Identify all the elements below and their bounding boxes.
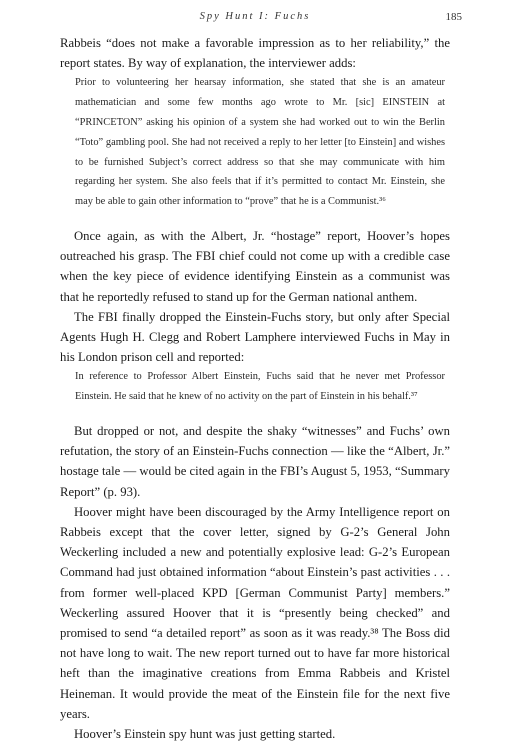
page-header <box>0 11 510 29</box>
running-head: Spy Hunt I: Fuchs <box>199 11 311 22</box>
paragraph-3: The FBI finally dropped the Einstein-Fuchs story, but only after Special Agents Hugh H. Clegg and Robert Lamphere interviewed Fuchs in May in his London prison cell and reported: <box>60 309 450 365</box>
paragraph-2: Once again, as with the Albert, Jr. “hostage” report, Hoover’s hopes outreached his grasp. The FBI chief could not come up with a credible case when the key piece of evidence identifying Einstein as a communist was that he reportedly refused to stand up for the German national anthem. <box>60 228 450 304</box>
block-quote-1: Prior to volunteering her hearsay information, she stated that she is an amateur mathematician and some few months ago wrote to Mr. [sic] EINSTEIN at “PRINCETON” asking his opinion of a system she had worked out to win the Berlin “Toto” gambling pool. She had not received a reply to her letter [to Einstein] and wishes to be furnished Subject’s correct address so that she may communicate with him regarding her system. She also feels that if it’s permitted to contact Mr. Einstein, she may be able to gain other information to “prove” that he is a Communist.³⁶ <box>75 77 445 208</box>
paragraph-6: Hoover’s Einstein spy hunt was just getting started. <box>74 727 336 742</box>
paragraph-4: But dropped or not, and despite the shaky “witnesses” and Fuchs’ own refutation, the story of an Einstein-Fuchs connection — like the “Albert, Jr.” hostage tale — would be cited again in the FBI’s August 5, 1953, “Summary Report” (p. 93). <box>60 424 450 499</box>
paragraph-5: Hoover might have been discouraged by the Army Intelligence report on Rabbeis except that the cover letter, signed by G-2’s General John Weckerling included a new and potentially explosive lead: G-2’s European Command had just obtained information “about Einstein’s past activities . . . from former well-placed KPD [German Communist Party] members.” Weckerling assured Hoover that it is “presently being checked” and promised to send “a detailed report” as soon as it was ready.³⁸ The Boss did not have long to wait. The new report turned out to have far more historical heft than the imaginative creations from Emma Rabbeis and Kristel Heineman. It would provide the meat of the Einstein file for the next five years. <box>60 504 450 721</box>
body-text <box>60 33 450 744</box>
block-quote-2: In reference to Professor Albert Einstein, Fuchs said that he never met Professor Einstein. He said that he knew of no activity on the part of Einstein in his behalf.³⁷ <box>75 371 445 403</box>
page-number: 185 <box>445 11 462 23</box>
paragraph-1: Rabbeis “does not make a favorable impression as to her reliability,” the report states. By way of explanation, the interviewer adds: <box>60 36 450 71</box>
